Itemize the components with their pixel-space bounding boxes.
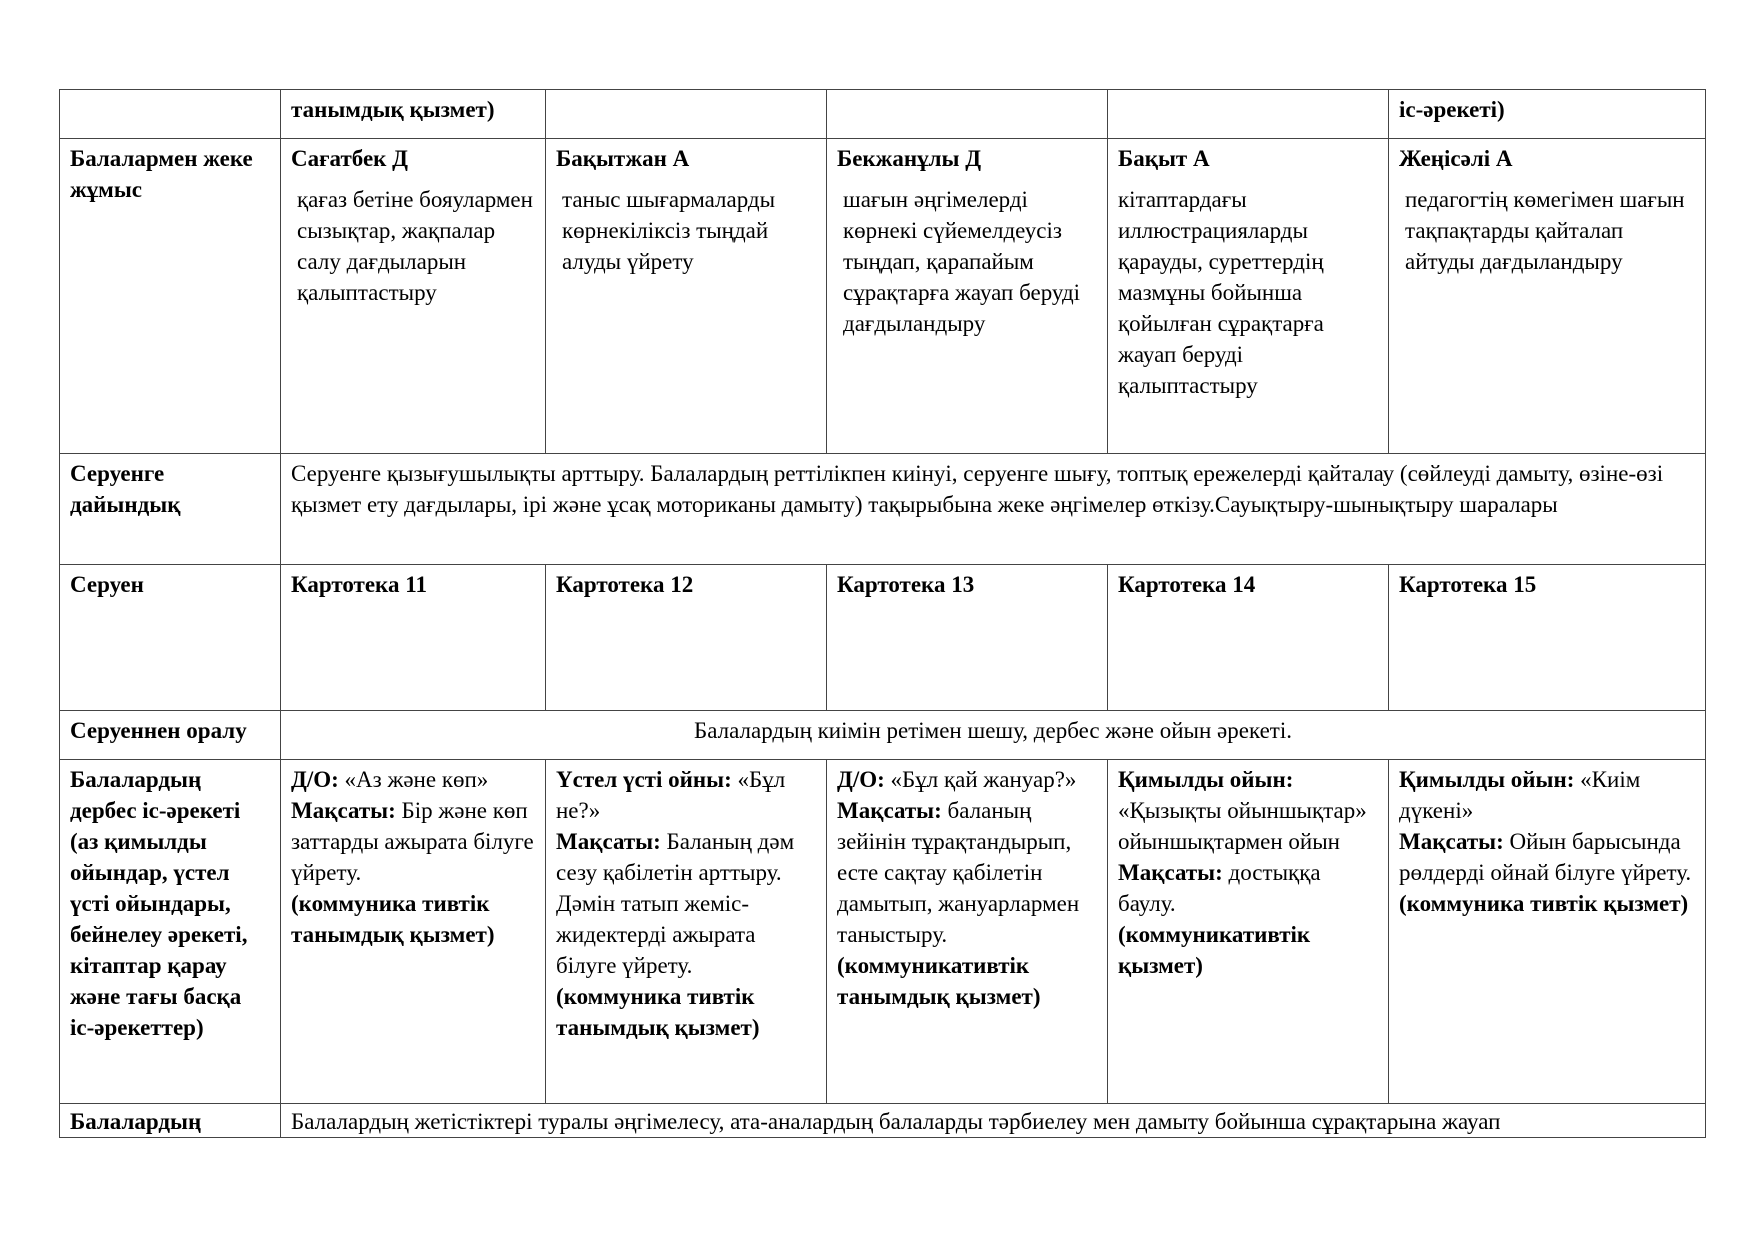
goal-label: Мақсаты: <box>556 829 661 854</box>
individual-cell <box>827 139 1108 454</box>
goal-text: баланың зейінін тұрақтандырып, есте сақтау қабілетін дамытып, жануарлармен таныстыру. <box>837 798 1080 947</box>
cell-continuation-5: іс-әрекеті) <box>1389 90 1706 139</box>
child-name: Бақыт А <box>1118 146 1210 171</box>
activity-cell <box>827 760 1108 1104</box>
task-text: таныс шығармаларды көрнекіліксіз тыңдай алуды үйрету <box>562 187 776 274</box>
row-walk-return <box>60 711 1706 760</box>
activity-cell <box>1389 760 1706 1104</box>
activity-tag: (коммуникативтік қызмет) <box>1118 922 1311 978</box>
card-file-cell: Картотека 11 <box>281 565 546 711</box>
child-name: Жеңісәлі А <box>1399 146 1513 171</box>
activity-type: Д/О: <box>837 767 885 792</box>
child-name: Бақытжан А <box>556 146 690 171</box>
individual-cell <box>281 139 546 454</box>
individual-cell <box>546 139 827 454</box>
task-text: кітаптардағы иллюстрацияларды қарауды, суреттердің мазмұны бойынша қойылған сұрақтарға жауап беруді қалыптастыру <box>1118 187 1324 398</box>
goal-text: достыққа баулу. <box>1118 860 1321 916</box>
goal-text: Баланың дәм сезу қабілетін арттыру. Дәмін татып жеміс-жидектерді ажырата білуге үйрету. <box>556 829 795 978</box>
row-walk-preparation <box>60 454 1706 565</box>
cell-empty <box>60 90 281 139</box>
activity-title: «Бұл қай жануар?» <box>884 767 1077 792</box>
row-independent-activity <box>60 760 1706 1104</box>
cell-empty <box>546 90 827 139</box>
card-file-cell: Картотека 12 <box>546 565 827 711</box>
row-label-walk: Серуен <box>60 565 281 711</box>
card-file-cell: Картотека 13 <box>827 565 1108 711</box>
goal-label: Мақсаты: <box>291 798 396 823</box>
individual-cell <box>1108 139 1389 454</box>
activity-cell <box>546 760 827 1104</box>
activity-type: Үстел үсті ойны: <box>556 767 732 792</box>
task-text: қағаз бетіне бояулармен сызықтар, жақпалар салу дағдыларын қалыптастыру <box>297 187 533 305</box>
row-label-parents: Балалардың <box>60 1104 281 1138</box>
card-file-cell: Картотека 15 <box>1389 565 1706 711</box>
activity-title: «Аз және көп» <box>338 767 489 792</box>
activity-tag: (коммуника тивтік танымдық қызмет) <box>556 984 760 1040</box>
row-individual-work <box>60 139 1706 454</box>
task-text: педагогтің көмегімен шағын тақпақтарды қайталап айтуды дағдыландыру <box>1405 187 1685 274</box>
cell-empty <box>1108 90 1389 139</box>
activity-type: Қимылды ойын: <box>1399 767 1575 792</box>
activity-type: Қимылды ойын: <box>1118 767 1294 792</box>
parents-text: Балалардың жетістіктері туралы әңгімелесу, ата-аналардың балаларды тәрбиелеу мен дамыту бойынша сұрақтарына жауап <box>281 1104 1706 1138</box>
activity-tag: (коммуника тивтік қызмет) <box>1399 891 1689 916</box>
activity-cell <box>1108 760 1389 1104</box>
activity-tag: (коммуникативтік танымдық қызмет) <box>837 953 1041 1009</box>
row-parents <box>60 1104 1706 1138</box>
activity-cell <box>281 760 546 1104</box>
activity-title: «Киім дүкені» <box>1399 767 1641 823</box>
individual-cell <box>1389 139 1706 454</box>
activity-title: «Қызықты ойыншықтар» ойыншықтармен ойын <box>1118 798 1367 854</box>
activity-type: Д/О: <box>291 767 339 792</box>
goal-text: Бір және көп заттарды ажырата білуге үйрету. <box>291 798 534 885</box>
row-label-walk-preparation: Серуенге дайындық <box>60 454 281 565</box>
activity-title: «Бұл не?» <box>556 767 786 823</box>
row-label-individual-work: Балалармен жеке жұмыс <box>60 139 281 454</box>
goal-label: Мақсаты: <box>1118 860 1223 885</box>
walk-preparation-text: Серуенге қызығушылықты арттыру. Балалардың реттілікпен киінуі, серуенге шығу, топтық ережелерді қайталау (сөйлеуді дамыту, өзіне-өзі қызмет ету дағдылары, ірі және ұсақ моториканы дамыту) тақырыбына жеке әңгімелер өткізу.Сауықтыру-шынықтыру шаралары <box>281 454 1706 565</box>
row-continuation <box>60 90 1706 139</box>
child-name: Сағатбек Д <box>291 146 408 171</box>
goal-label: Мақсаты: <box>1399 829 1504 854</box>
activity-tag: (коммуника тивтік танымдық қызмет) <box>291 891 495 947</box>
row-label-independent-activity: Балалардың дербес іс-әрекеті (аз қимылды ойындар, үстел үсті ойындары, бейнелеу әрекеті, кітаптар қарау және тағы басқа іс-әрекеттер) <box>60 760 281 1104</box>
task-text: шағын әңгімелерді көрнекі сүйемелдеусіз тыңдап, қарапайым сұрақтарға жауап беруді дағдыландыру <box>843 187 1081 336</box>
child-name: Бекжанұлы Д <box>837 146 982 171</box>
cell-continuation-1: танымдық қызмет) <box>281 90 546 139</box>
goal-text: Ойын барысында рөлдерді ойнай білуге үйрету. <box>1399 829 1692 885</box>
goal-label: Мақсаты: <box>837 798 942 823</box>
cell-empty <box>827 90 1108 139</box>
row-label-walk-return: Серуеннен оралу <box>60 711 281 760</box>
walk-return-text: Балалардың киімін ретімен шешу, дербес және ойын әрекеті. <box>281 711 1706 760</box>
schedule-table <box>59 89 1706 1138</box>
row-walk <box>60 565 1706 711</box>
card-file-cell: Картотека 14 <box>1108 565 1389 711</box>
